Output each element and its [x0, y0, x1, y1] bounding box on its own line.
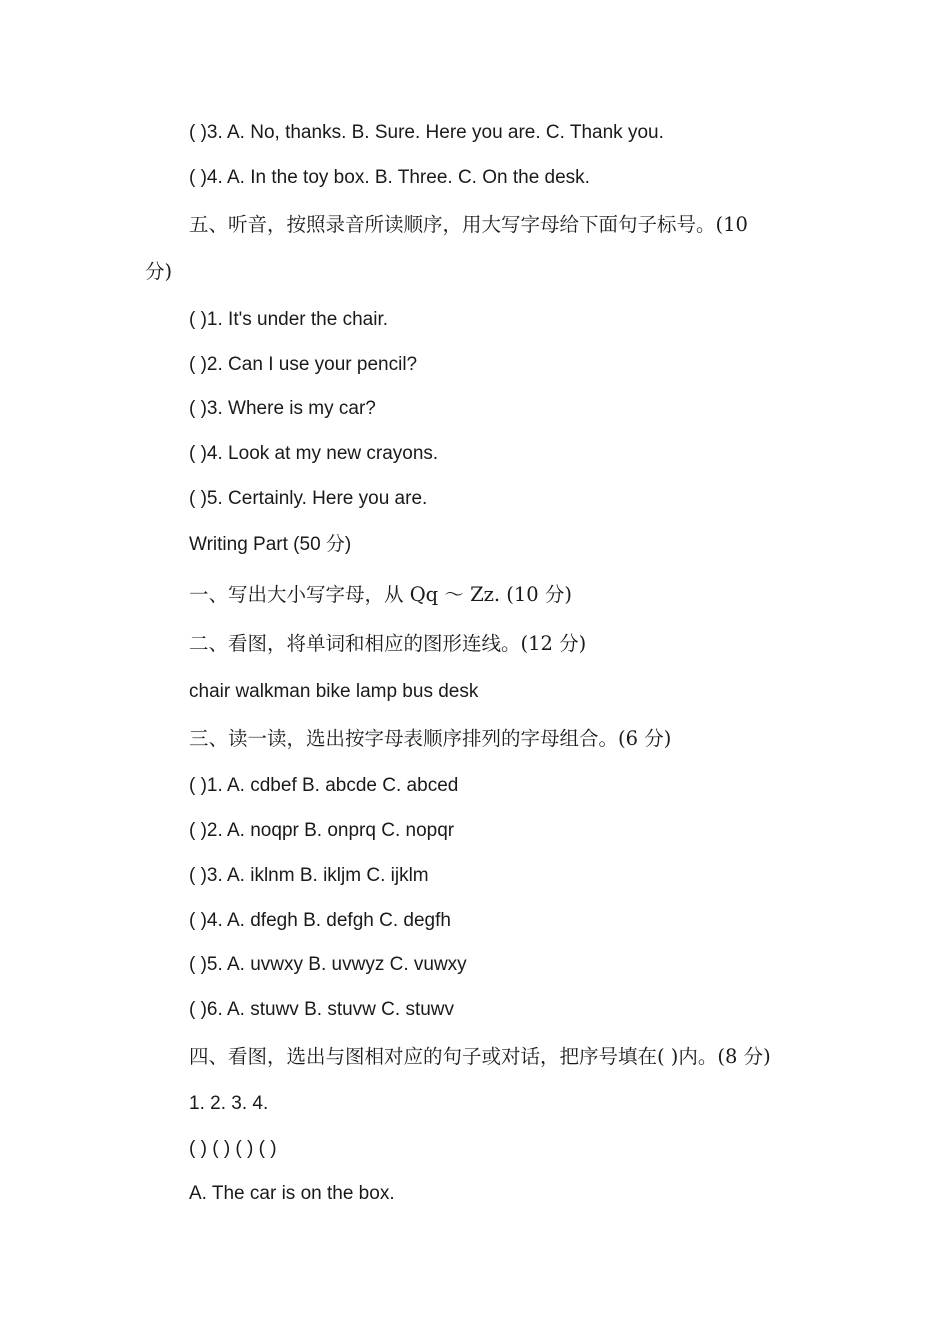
alphabet-question-6: ( )6. A. stuwv B. stuvw C. stuwv — [189, 999, 455, 1020]
ordering-sentence-2: ( )2. Can I use your pencil? — [189, 354, 418, 375]
writing-section-one-heading: 一、写出大小写字母，从 Qq ～ Zz. (10 分) — [189, 583, 573, 606]
section-five-heading: 五、听音，按照录音所读顺序，用大写字母给下面句子标号。(10 — [189, 213, 748, 236]
answer-brackets: ( ) ( ) ( ) ( ) — [189, 1138, 277, 1159]
alphabet-question-5: ( )5. A. uvwxy B. uvwyz C. vuwxy — [189, 954, 467, 975]
alphabet-question-3: ( )3. A. iklnm B. ikljm C. ijklm — [189, 865, 429, 886]
listening-question-4: ( )4. A. In the toy box. B. Three. C. On the desk. — [189, 167, 590, 188]
section-five-heading-continued: 分) — [145, 260, 173, 283]
listening-question-3: ( )3. A. No, thanks. B. Sure. Here you are. C. Thank you. — [189, 122, 664, 143]
writing-section-two-heading: 二、看图，将单词和相应的图形连线。(12 分) — [189, 632, 587, 655]
word-list: chair walkman bike lamp bus desk — [189, 681, 479, 702]
writing-part-heading: Writing Part (50 分) — [189, 534, 352, 555]
option-a-sentence: A. The car is on the box. — [189, 1183, 395, 1204]
alphabet-question-1: ( )1. A. cdbef B. abcde C. abced — [189, 775, 459, 796]
ordering-sentence-5: ( )5. Certainly. Here you are. — [189, 488, 428, 509]
ordering-sentence-3: ( )3. Where is my car? — [189, 398, 376, 419]
alphabet-question-4: ( )4. A. dfegh B. defgh C. degfh — [189, 910, 451, 931]
ordering-sentence-1: ( )1. It's under the chair. — [189, 309, 388, 330]
alphabet-question-2: ( )2. A. noqpr B. onprq C. nopqr — [189, 820, 455, 841]
writing-section-three-heading: 三、读一读，选出按字母表顺序排列的字母组合。(6 分) — [189, 727, 672, 750]
picture-numbers: 1. 2. 3. 4. — [189, 1093, 269, 1114]
ordering-sentence-4: ( )4. Look at my new crayons. — [189, 443, 439, 464]
writing-section-four-heading: 四、看图，选出与图相对应的句子或对话，把序号填在( )内。(8 分) — [189, 1045, 771, 1068]
